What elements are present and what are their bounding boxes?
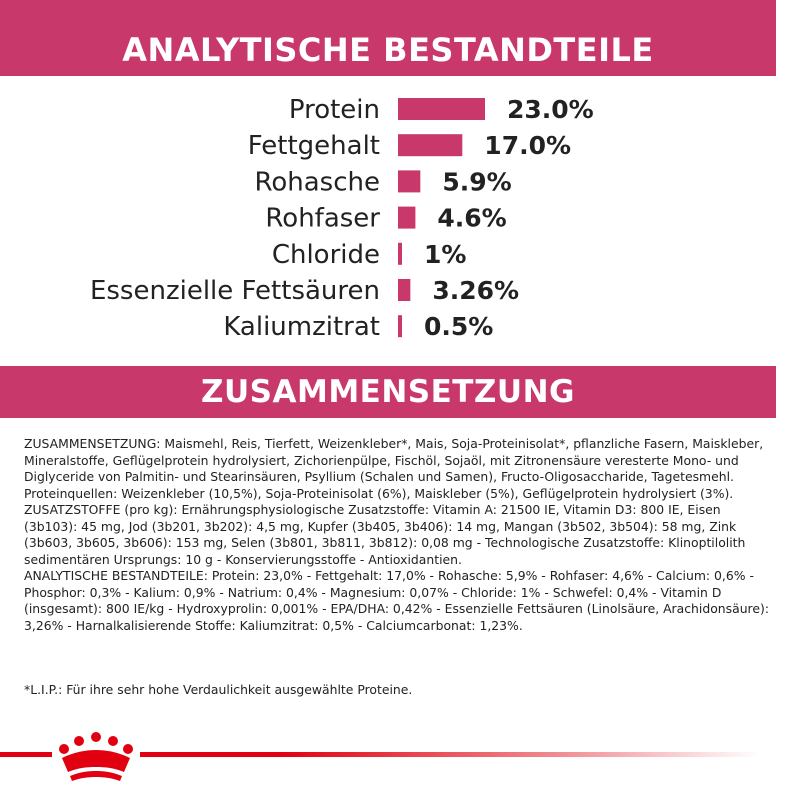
crown-icon bbox=[52, 728, 140, 786]
header-banner bbox=[0, 0, 776, 76]
bar bbox=[398, 134, 462, 156]
additives-paragraph: ZUSATZSTOFFE (pro kg): Ernährungsphysiologische Zusatzstoffe: Vitamin A: 21500 IE, Vitamin D3: 800 IE, Eisen (3b103): 45 mg, Jod (3b201, 3b202): 4,5 mg, Kupfer (3b405, 3b406): 14 mg, Mangan (3b502, 3b504): 58 mg, Zink (3b603, 3b605, 3b606): 153 mg, Selen (3b801, 3b811, 3b812): 0,08 mg - Technologische Zusatzstoffe: Klinoptilolith sedimentären Ursprungs: 10 g - Konservierungsstoffe - Antioxidantien. bbox=[24, 502, 746, 567]
value-label: 17.0% bbox=[484, 131, 572, 161]
analytics-paragraph: ANALYTISCHE BESTANDTEILE: Protein: 23,0% - Fettgehalt: 17,0% - Rohasche: 5,9% - Rohfaser: 4,6% - Calcium: 0,6% - Phosphor: 0,3% - Kalium: 0,9% - Natrium: 0,4% - Magnesium: 0,07% - Chloride: 1% - Schwefel: 0,4% - Vitamin D (insgesamt): 800 IE/kg - Hydroxyprolin: 0,001% - EPA/DHA: 0,42% - Essenzielle Fettsäuren (Linolsäure, Arachidonsäure): 3,26% - Harnalkalisierende Stoffe: Kaliumzitrat: 0,5% - Calciumcarbonat: 1,23%. bbox=[24, 568, 770, 633]
value-label: 1% bbox=[424, 239, 467, 269]
value-label: 4.6% bbox=[437, 203, 507, 233]
value-label: 23.0% bbox=[507, 95, 594, 124]
value-label: 0.5% bbox=[424, 312, 494, 342]
category-label: Chloride bbox=[271, 239, 380, 270]
bar bbox=[398, 170, 420, 192]
nutrient-bar-chart bbox=[0, 90, 800, 360]
composition-banner bbox=[0, 366, 776, 418]
composition-title: ZUSAMMENSETZUNG bbox=[201, 374, 575, 410]
composition-text bbox=[24, 436, 776, 634]
category-label: Protein bbox=[288, 95, 380, 125]
bar bbox=[398, 279, 410, 301]
category-label: Kaliumzitrat bbox=[223, 312, 380, 343]
category-label: Rohasche bbox=[254, 167, 380, 198]
footnote: *L.I.P.: Für ihre sehr hohe Verdaulichkeit ausgewählte Proteine. bbox=[24, 682, 413, 697]
value-label: 3.26% bbox=[432, 276, 520, 305]
category-label: Essenzielle Fettsäuren bbox=[89, 276, 380, 306]
bar bbox=[398, 243, 402, 265]
composition-paragraph: ZUSAMMENSETZUNG: Maismehl, Reis, Tierfett, Weizenkleber*, Mais, Soja-Proteinisolat*, pflanzliche Fasern, Maiskleber, Mineralstoffe, Geflügelprotein hydrolysiert, Zichorienpülpe, Fischöl, Sojaöl, mit Zitronensäure veresterte Mono- und Diglyceride von Palmitin- und Stearinsäuren, Psyllium (Schalen und Samen), Fructo-Oligosaccharide, Tagetesmehl. Proteinquellen: Weizenkleber (10,5%), Soja-Proteinisolat (6%), Maiskleber (5%), Geflügelprotein hydrolysiert (3%). bbox=[24, 436, 764, 501]
header-title: ANALYTISCHE BESTANDTEILE bbox=[122, 31, 654, 69]
category-label: Fettgehalt bbox=[247, 131, 380, 162]
bar bbox=[398, 98, 485, 120]
value-label: 5.9% bbox=[442, 167, 512, 197]
bar bbox=[398, 315, 402, 337]
bar bbox=[398, 207, 415, 229]
category-label: Rohfaser bbox=[265, 203, 380, 234]
